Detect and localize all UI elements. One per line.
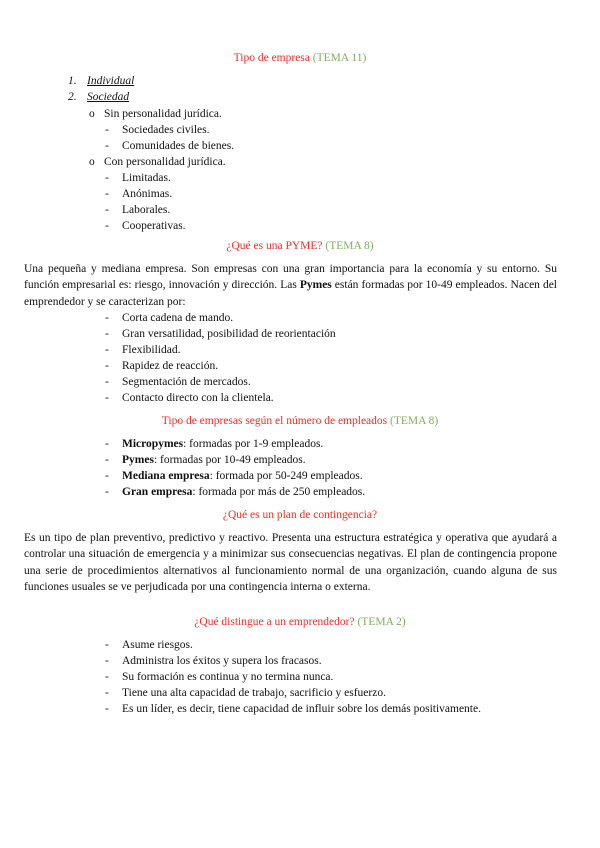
bold-term: Pymes — [299, 279, 332, 292]
list-item: Es un líder, es decir, tiene capacidad de influir sobre los demás positivamente. — [122, 703, 481, 715]
sub-item-sin-personalidad: Sin personalidad jurídica. — [104, 108, 222, 120]
dash-bullet: - — [105, 188, 109, 200]
sub-item-con-personalidad: Con personalidad jurídica. — [104, 156, 226, 168]
bold-term: Pymes — [122, 454, 154, 466]
list-item: Asume riesgos. — [122, 639, 193, 651]
list-item: Cooperativas. — [122, 220, 186, 232]
bold-term: Micropymes — [122, 438, 184, 450]
paragraph-contingencia: Es un tipo de plan preventivo, predictivo y reactivo. Presenta una estructura estratégica y operativa que ayudará a controlar una situación de emergencia y a minimizar sus consecuencias negativas. El plan de contingencia propone una serie de procedimientos alternativos al funcionamiento normal de una organización, cuando alguna de sus funciones usuales se ve perjudicada por una contingencia interna o externa. — [24, 532, 557, 593]
list-item: Sociedades civiles. — [122, 124, 210, 136]
heading-tipo-empresa — [0, 50, 600, 66]
heading-title: ¿Qué distingue a un emprendedor? — [194, 616, 355, 628]
list-number: 1. — [68, 75, 77, 87]
list-item-sociedad: Sociedad — [87, 91, 130, 103]
list-item: Comunidades de bienes. — [122, 140, 235, 152]
bullet-o: o — [89, 156, 95, 168]
item-rest: : formada por más de 250 empleados. — [192, 486, 366, 498]
bold-term: Mediana empresa — [122, 470, 210, 482]
heading-tema: (TEMA 11) — [312, 52, 367, 64]
heading-tema: (TEMA 8) — [325, 240, 374, 252]
list-item-individual: Individual — [87, 75, 135, 87]
dash-bullet: - — [105, 671, 109, 683]
bold-term: Gran empresa — [122, 486, 193, 498]
list-item: Rapidez de reacción. — [122, 360, 219, 372]
heading-tema: (TEMA 2) — [357, 616, 406, 628]
dash-bullet: - — [105, 454, 109, 466]
heading-contingencia — [0, 507, 600, 523]
heading-title: Tipo de empresas según el número de empleados — [161, 415, 388, 427]
list-item — [122, 484, 365, 500]
heading-title: ¿Qué es un plan de contingencia? — [222, 509, 378, 521]
list-item: Administra los éxitos y supera los fracasos. — [122, 655, 322, 667]
dash-bullet: - — [105, 486, 109, 498]
heading-title: Tipo de empresa — [233, 52, 310, 64]
list-item: Gran versatilidad, posibilidad de reorientación — [122, 328, 336, 340]
list-item: Contacto directo con la clientela. — [122, 392, 274, 404]
dash-bullet: - — [105, 140, 109, 152]
item-rest: : formadas por 10-49 empleados. — [153, 454, 306, 466]
dash-bullet: - — [105, 124, 109, 136]
list-item — [122, 468, 363, 484]
paragraph-pyme — [24, 261, 557, 310]
dash-bullet: - — [105, 172, 109, 184]
dash-bullet: - — [105, 344, 109, 356]
bullet-o: o — [89, 108, 95, 120]
list-item — [122, 452, 306, 468]
list-item: Su formación es continua y no termina nunca. — [122, 671, 334, 683]
heading-emprendedor — [0, 614, 600, 630]
heading-title: ¿Qué es una PYME? — [226, 240, 323, 252]
dash-bullet: - — [105, 312, 109, 324]
list-item: Flexibilidad. — [122, 344, 181, 356]
list-item: Segmentación de mercados. — [122, 376, 251, 388]
item-rest: : formadas por 1-9 empleados. — [183, 438, 324, 450]
list-item: Corta cadena de mando. — [122, 312, 234, 324]
dash-bullet: - — [105, 392, 109, 404]
dash-bullet: - — [105, 655, 109, 667]
paragraph-text: están formadas por 10-49 empleados. Nacen del emprendedor y se caracterizan por: — [24, 279, 558, 308]
dash-bullet: - — [105, 687, 109, 699]
list-number: 2. — [68, 91, 77, 103]
dash-bullet: - — [105, 703, 109, 715]
heading-tema: (TEMA 8) — [390, 415, 439, 427]
item-rest: : formada por 50-249 empleados. — [209, 470, 363, 482]
paragraph-text: Una pequeña y mediana empresa. Son empresas con una gran importancia para la economía y su entorno. Su función empresarial es: riesgo, innovación y dirección. Las — [24, 263, 557, 292]
dash-bullet: - — [105, 376, 109, 388]
list-item: Laborales. — [122, 204, 171, 216]
dash-bullet: - — [105, 470, 109, 482]
dash-bullet: - — [105, 639, 109, 651]
list-item — [122, 436, 323, 452]
heading-empleados — [0, 413, 600, 429]
dash-bullet: - — [105, 220, 109, 232]
list-item: Anónimas. — [122, 188, 173, 200]
dash-bullet: - — [105, 204, 109, 216]
heading-pyme — [0, 238, 600, 254]
list-item: Limitadas. — [122, 172, 171, 184]
dash-bullet: - — [105, 438, 109, 450]
dash-bullet: - — [105, 360, 109, 372]
list-item: Tiene una alta capacidad de trabajo, sacrificio y esfuerzo. — [122, 687, 386, 699]
dash-bullet: - — [105, 328, 109, 340]
